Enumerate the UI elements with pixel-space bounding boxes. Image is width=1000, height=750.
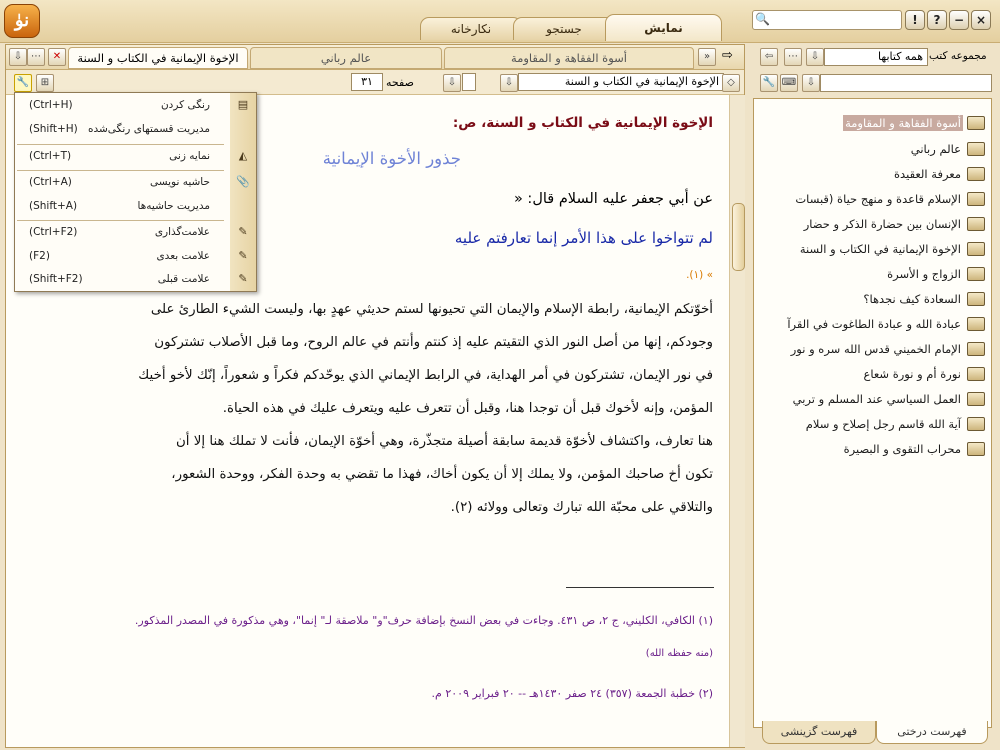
paragraph-line: هنا تعارف، واكتشاف لأخوّة قديمة سابقة أصيلة متجذّرة، وهي أخوّة الإيمان، فأنت لا تملك هنا إلا أن xyxy=(175,434,713,449)
tab-gallery[interactable]: نکارخانه xyxy=(420,17,522,40)
book-icon xyxy=(967,242,985,256)
book-icon xyxy=(967,217,985,231)
highlight-icon: ▤ xyxy=(237,98,249,111)
paragraph-line: تكون أخ صاحبك المؤمن، ولا يملك إلا أن يكون أخاك، فهذا ما تقضي به وحدة الفكر، ووحدة الشعور، xyxy=(171,467,713,482)
paragraph-line: في نور الإيمان، تشتركون في أمر الهداية، في الرابط الإيماني الذي يوحّدكم فكراً و شعوراً، إنّك لأخو أخيك xyxy=(138,368,713,383)
menu-item-prev-bookmark[interactable]: (Shift+F2) علامت قبلی ✎ xyxy=(15,269,256,291)
tree-item[interactable]: العمل السياسي عند المسلم و تربي xyxy=(791,391,985,413)
tab-scroll-right[interactable]: » xyxy=(698,48,716,66)
tab-scroll-left[interactable]: ⇩ xyxy=(9,48,27,66)
page-combo[interactable] xyxy=(462,73,476,91)
menu-item-bookmark[interactable]: (Ctrl+F2) علامت‌گذاری ✎ xyxy=(15,222,256,244)
book-icon xyxy=(967,417,985,431)
menu-separator xyxy=(17,170,224,171)
tree-item[interactable]: أسوة الفقاهة و المقاومة xyxy=(843,115,985,137)
section-subtitle: جذور الأخوة الإيمانية xyxy=(322,149,461,168)
book-combo[interactable]: الإخوة الإيمانية في الكتاب و السنة xyxy=(518,73,724,91)
scrollbar-thumb[interactable] xyxy=(732,203,745,271)
paragraph-line: والتلاقي على محبّة الله تبارك وتعالى وولائه (٢). xyxy=(450,500,713,515)
tree-item[interactable]: الإنسان بين حضارة الذكر و حضار xyxy=(802,216,985,238)
footnote-marker-1[interactable]: » (١). xyxy=(686,269,713,281)
book-icon xyxy=(967,267,985,281)
collection-select[interactable]: همه کتابها xyxy=(824,48,928,66)
tools-context-menu xyxy=(14,92,257,292)
close-button[interactable]: × xyxy=(971,10,991,30)
doc-tab-divine-scholar[interactable]: عالم رباني xyxy=(250,47,442,69)
menu-separator xyxy=(17,144,224,145)
tree-item[interactable]: السعادة كيف نجدها؟ xyxy=(861,291,985,313)
book-icon xyxy=(967,116,985,130)
footnote-2: (٢) خطبة الجمعة (٣٥٧) ٢٤ صفر ١٤٣٠هـ -- ٢٠ فبراير ٢٠٠٩ م. xyxy=(431,687,713,700)
tab-display[interactable]: نمایش xyxy=(605,14,722,41)
close-tab-icon[interactable]: ✕ xyxy=(48,48,66,66)
book-tree xyxy=(753,98,992,728)
book-icon xyxy=(967,142,985,156)
settings-icon[interactable]: 🔧 xyxy=(760,74,778,92)
collection-down-button[interactable]: ⇩ xyxy=(806,48,824,66)
nav-arrow-icon[interactable]: ⇨ xyxy=(722,48,733,63)
book-icon xyxy=(967,292,985,306)
paperclip-icon: 📎 xyxy=(236,175,250,188)
book-down-button[interactable]: ⇩ xyxy=(500,74,518,92)
app-logo: نوٰ xyxy=(4,4,40,38)
tree-item[interactable]: الإخوة الإيمانية في الكتاب و السنة xyxy=(798,241,985,263)
menu-item-manage-highlights[interactable]: (Shift+H) مدیریت قسمتهای رنگی‌شده xyxy=(29,123,210,135)
menu-item-next-bookmark[interactable]: (F2) علامت بعدی ✎ xyxy=(15,246,256,268)
tree-item[interactable]: الزواج و الأسرة xyxy=(885,266,985,288)
footnote-divider xyxy=(566,587,714,588)
tree-item[interactable]: عالم رباني xyxy=(909,141,985,163)
page-down-button[interactable]: ⇩ xyxy=(443,74,461,92)
bookmark-icon: ✎ xyxy=(238,225,248,238)
document-tabs xyxy=(6,45,744,70)
tree-item[interactable]: عبادة الله و عبادة الطاغوت في القرآ xyxy=(785,316,985,338)
filter-down-button[interactable]: ⇩ xyxy=(802,74,820,92)
paragraph-line: المؤمن، وإنه لأخوك قبل أن توجدا هنا، وقبل أن تتعرف عليه ويتعرف عليك في هذه الحياة. xyxy=(222,401,713,416)
menu-item-annotate[interactable]: (Ctrl+A) حاشیه نویسی 📎 xyxy=(29,175,250,188)
hadith-intro: عن أبي جعفر عليه السلام قال: « xyxy=(513,191,713,207)
tree-item[interactable]: الإمام الخميني قدس الله سره و نور xyxy=(789,341,985,363)
next-bookmark-icon: ✎ xyxy=(238,249,248,262)
tab-search[interactable]: جستجو xyxy=(513,17,615,40)
prev-bookmark-icon: ✎ xyxy=(238,272,248,285)
tools-menu-button[interactable]: 🔧 xyxy=(14,74,32,92)
tree-item[interactable]: نورة أم و نورة شعاع xyxy=(862,366,985,388)
tab-selective-index[interactable]: فهرست گزینشی xyxy=(762,721,876,744)
about-button[interactable]: ? xyxy=(927,10,947,30)
tree-item[interactable]: آية الله قاسم رجل إصلاح و سلام xyxy=(804,416,985,438)
page-number-field[interactable]: ٣١ xyxy=(351,73,383,91)
tab-tree-index[interactable]: فهرست درختی xyxy=(876,721,988,744)
paragraph-line: أخوّتكم الإيمانية، رابطة الإسلام والإيمان التي تحيونها لستم حديثي عهدٍ بها، وليست الشيء الطارئ على xyxy=(150,302,713,317)
footnote-1: (١) الكافي، الكليني، ج ٢، ص ٤٣١. وجاءت في بعض النسخ بإضافة حرف"و" ملاصقة لـ" إنما"، وهي مذكورة في المصدر المذكور. xyxy=(134,614,713,627)
keyboard-icon[interactable]: ⌨ xyxy=(780,74,798,92)
book-icon xyxy=(967,317,985,331)
minimize-button[interactable]: − xyxy=(949,10,969,30)
layout-button[interactable]: ⊞ xyxy=(36,74,54,92)
doc-tab-brotherhood[interactable]: الإخوة الإيمانية في الكتاب و السنة xyxy=(68,47,248,69)
footnote-1-note: (منه حفظه الله) xyxy=(645,648,713,659)
book-icon xyxy=(967,167,985,181)
index-icon: ◭ xyxy=(238,149,248,162)
book-icon xyxy=(967,392,985,406)
search-input[interactable] xyxy=(752,10,902,30)
document-scrollbar[interactable] xyxy=(729,95,745,747)
collection-label: مجموعه کتب xyxy=(929,50,987,62)
tree-item[interactable]: محراب التقوى و البصيرة xyxy=(842,441,985,463)
book-icon xyxy=(967,442,985,456)
menu-item-highlight[interactable]: (Ctrl+H) رنگی کردن ▤ xyxy=(29,98,249,111)
menu-item-manage-annotations[interactable]: (Shift+A) مدیریت حاشیه‌ها xyxy=(29,200,210,212)
paragraph-line: وجودكم، إنها من أصل النور الذي التقيتم عليه إذ كنتم وأنتم في عالم الروح، وما قبل الأصلاب تشتركون xyxy=(154,335,713,350)
tree-item[interactable]: معرفة العقيدة xyxy=(892,166,985,188)
tab-list-button[interactable]: ⋯ xyxy=(27,48,45,66)
filter-input[interactable] xyxy=(820,74,992,92)
doc-tab-aswa[interactable]: أسوة الفقاهة و المقاومة xyxy=(444,47,694,69)
book-icon xyxy=(967,367,985,381)
back-arrow-icon[interactable]: ⇦ xyxy=(760,48,778,66)
book-icon xyxy=(967,192,985,206)
library-panel xyxy=(748,44,995,746)
menu-separator xyxy=(17,220,224,221)
tag-icon[interactable]: ◇ xyxy=(722,74,740,92)
tree-item[interactable]: الإسلام قاعدة و منهج حياة (قبسات xyxy=(793,191,985,213)
help-button[interactable]: ! xyxy=(905,10,925,30)
menu-item-indexing[interactable]: (Ctrl+T) نمایه زنی ◭ xyxy=(15,146,256,168)
top-bar xyxy=(0,0,1000,43)
hadith-quote: لم تتواخوا على هذا الأمر إنما تعارفتم عليه xyxy=(454,229,713,247)
page-label: صفحه xyxy=(386,76,414,89)
book-icon xyxy=(967,342,985,356)
more-button[interactable]: ⋯ xyxy=(784,48,802,66)
page-heading: الإخوة الإيمانية في الكتاب و السنة، ص: xyxy=(452,115,713,131)
search-icon[interactable]: 🔍 xyxy=(755,12,770,26)
